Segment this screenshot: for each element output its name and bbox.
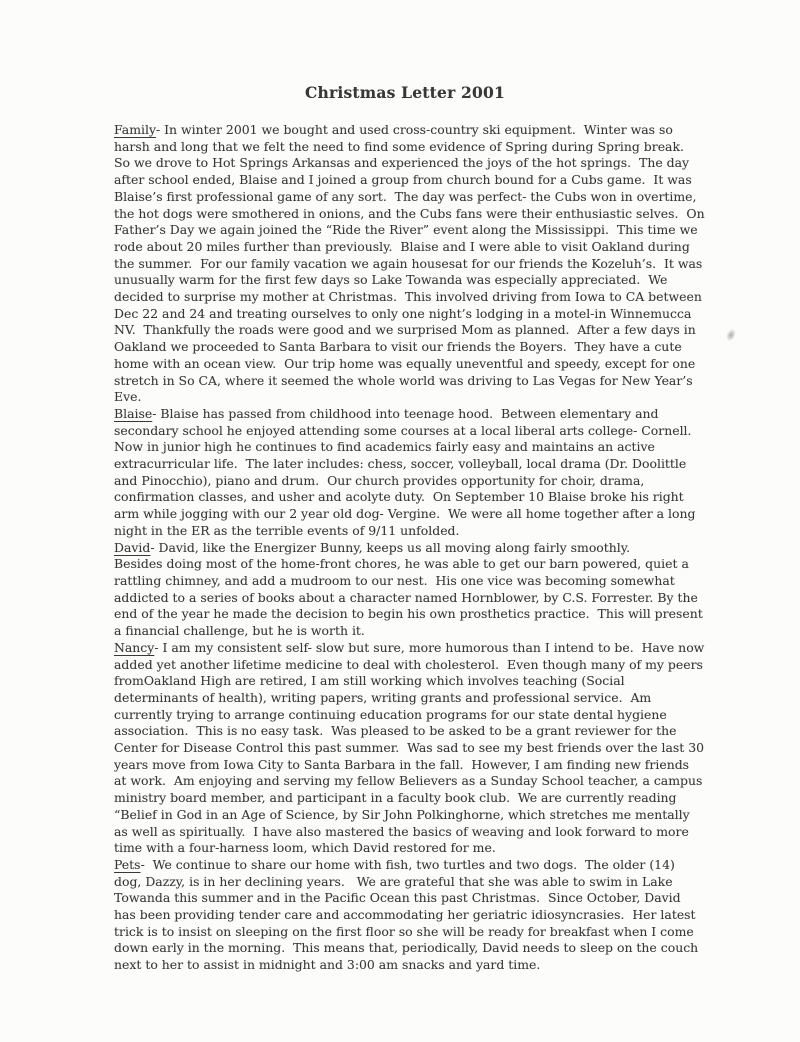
text-line: fromOakland High are retired, I am still working which involves teaching (Social [114,673,625,689]
text-line: time with a four-harness loom, which David restored for me. [114,840,496,856]
text-line: and Pinocchio), piano and drum. Our church provides opportunity for choir, drama, [114,472,645,488]
text-line: NV. Thankfully the roads were good and we surprised Mom as planned. After a few days in [114,322,696,338]
text-line: ministry board member, and participant in a faculty book club. We are currently reading [114,790,677,806]
text-line: arm while jogging with our 2 year old dog- Vergine. We were all home together after a long [114,506,696,522]
text-line: after school ended, Blaise and I joined a group from church bound for a Cubs game. It was [114,172,692,188]
text-line: has been providing tender care and accommodating her geriatric idiosyncrasies. Her latest [114,907,696,923]
section-heading: David [114,539,151,555]
text-line: stretch in So CA, where it seemed the whole world was driving to Las Vegas for New Year’s [114,372,693,388]
text-line: next to her to assist in midnight and 3:00 am snacks and yard time. [114,957,541,973]
text-line: Eve. [114,389,142,405]
text-line: Towanda this summer and in the Pacific Ocean this past Christmas. Since October, David [114,890,681,906]
section-david [114,539,703,640]
text-line: secondary school he enjoyed attending some courses at a local liberal arts college- Cornell. [114,422,692,438]
section-family [114,122,705,406]
section-blaise [114,406,696,540]
section-heading: Nancy [114,639,155,655]
text-line: end of the year he made the decision to begin his own prosthetics practice. This will present [114,606,703,622]
scan-smudge [725,328,737,342]
text-line: a financial challenge, but he is worth it. [114,623,365,639]
text-line: down early in the morning. This means that, periodically, David needs to sleep on the couch [114,940,699,956]
text-line: the hot dogs were smothered in onions, and the Cubs fans were their enthusiastic selves. On [114,205,705,221]
text-line: addicted to a series of books about a character named Hornblower, by C.S. Forrester. By the [114,589,698,605]
text-line: Center for Disease Control this past summer. Was sad to see my best friends over the last 30 [114,740,705,756]
text-line: So we drove to Hot Springs Arkansas and experienced the joys of the hot springs. The day [114,155,690,171]
section-nancy [114,639,705,857]
text-line: rode about 20 miles further than previously. Blaise and I were able to visit Oakland during [114,238,690,254]
text-line: trick is to insist on sleeping on the first floor so she will be ready for breakfast when I come [114,923,694,939]
text-line: harsh and long that we felt the need to find some evidence of Spring during Spring break. [114,138,684,154]
letter-body [114,122,705,974]
text-line: rattling chimney, and add a mudroom to our nest. His one vice was becoming somewhat [114,572,675,588]
text-line: Besides doing most of the home-front chores, he was able to get our barn powered, quiet a [114,556,689,572]
text-line: at work. Am enjoying and serving my fellow Believers as a Sunday School teacher, a campus [114,773,703,789]
section-heading: Pets [114,856,141,872]
text-line: extracurricular life. The later includes: chess, soccer, volleyball, local drama (Dr. Doolittle [114,456,687,472]
text-line: decided to surprise my mother at Christmas. This involved driving from Iowa to CA between [114,289,702,305]
text-line: association. This is no easy task. Was pleased to be asked to be a grant reviewer for the [114,723,677,739]
text-line: Dec 22 and 24 and treating ourselves to only one night’s lodging in a motel-in Winnemucca [114,305,692,321]
text-line: Family- In winter 2001 we bought and used cross-country ski equipment. Winter was so [114,122,673,137]
text-line: determinants of health), writing papers, writing grants and professional service. Am [114,689,652,705]
text-line: currently trying to arrange continuing education programs for our state dental hygiene [114,706,667,722]
text-line: dog, Dazzy, is in her declining years. We are grateful that she was able to swim in Lake [114,873,673,889]
text-line: Blaise’s first professional game of any sort. The day was perfect- the Cubs won in overtime, [114,188,697,204]
text-line: added yet another lifetime medicine to deal with cholesterol. Even though many of my peers [114,656,703,672]
text-line: Now in junior high he continues to find academics fairly easy and maintains an active [114,439,655,455]
text-line: Blaise- Blaise has passed from childhood into teenage hood. Between elementary and [114,405,659,421]
text-line: Pets- We continue to share our home with fish, two turtles and two dogs. The older (14) [114,856,675,872]
section-pets [114,856,699,974]
text-line: confirmation classes, and usher and acolyte duty. On September 10 Blaise broke his right [114,489,684,505]
text-line: David- David, like the Energizer Bunny, keeps us all moving along fairly smoothly. [114,539,631,555]
letter-content [114,83,705,974]
section-heading: Family [114,122,156,137]
text-line: years move from Iowa City to Santa Barbara in the fall. However, I am finding new friends [114,756,690,772]
section-heading: Blaise [114,405,153,421]
text-line: Father’s Day we again joined the “Ride the River” event along the Mississippi. This time we [114,222,698,238]
text-line: Oakland we proceeded to Santa Barbara to visit our friends the Boyers. They have a cute [114,339,682,355]
text-line: “Belief in God in an Age of Science, by Sir John Polkinghorne, which stretches me mentally [114,806,690,822]
text-line: unusually warm for the first few days so Lake Towanda was especially appreciated. We [114,272,668,288]
text-line: home with an ocean view. Our trip home was equally uneventful and speedy, except for one [114,355,696,371]
text-line: Nancy- I am my consistent self- slow but sure, more humorous than I intend to be. Have now [114,639,705,655]
text-line: night in the ER as the terrible events of 9/11 unfolded. [114,522,460,538]
text-line: as well as spiritually. I have also mastered the basics of weaving and look forward to more [114,823,689,839]
text-line: the summer. For our family vacation we again housesat for our friends the Kozeluh’s. It was [114,255,703,271]
page-title: Christmas Letter 2001 [305,83,505,102]
